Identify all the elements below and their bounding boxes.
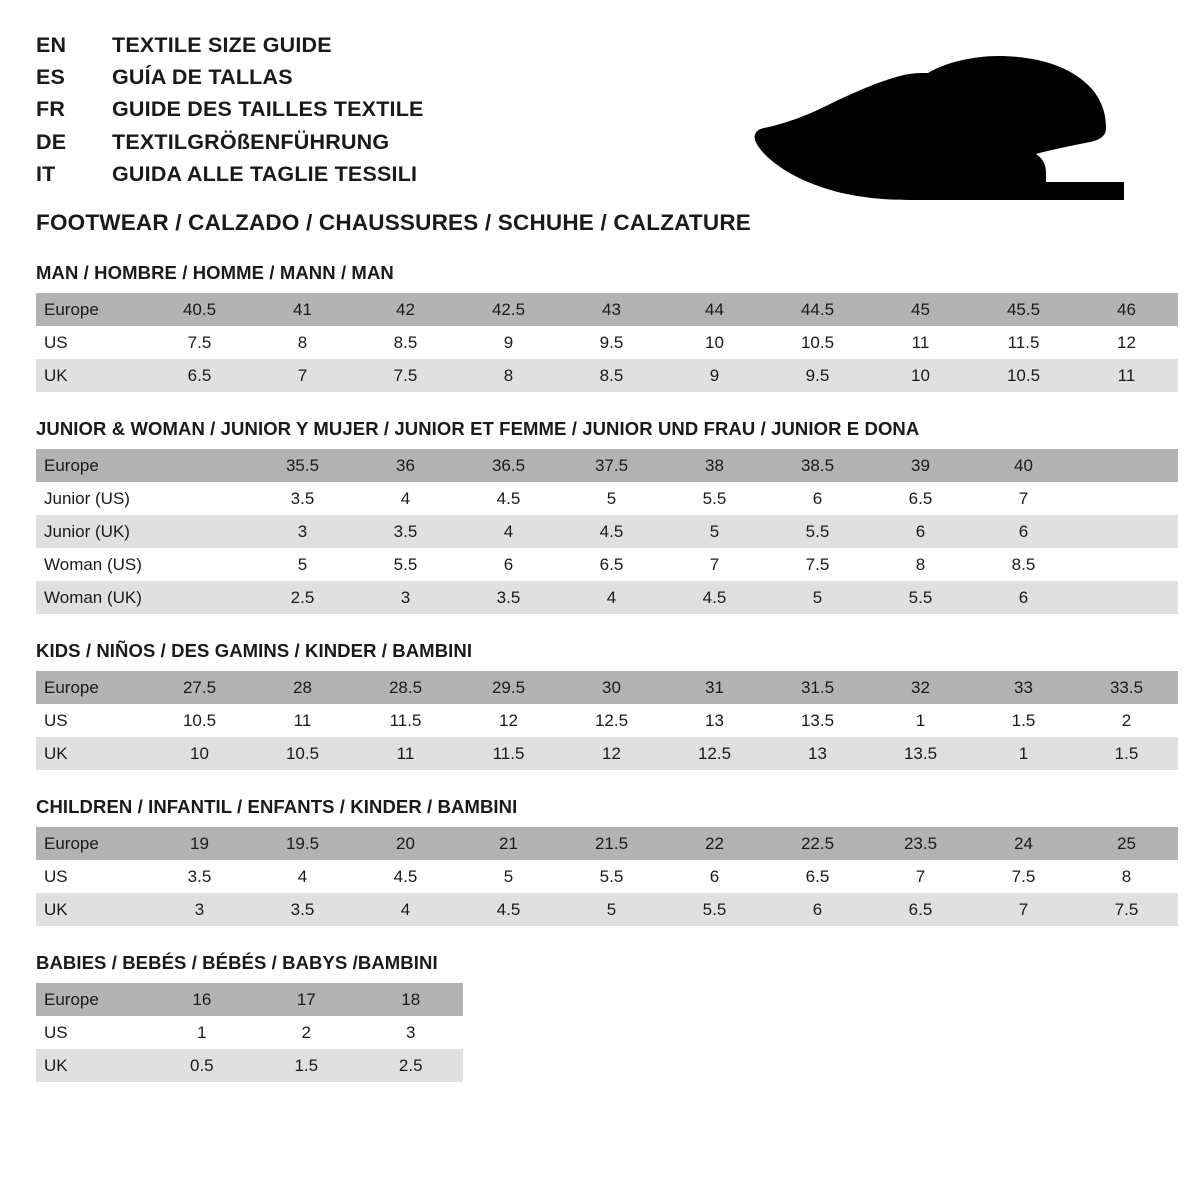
block-title: KIDS / NIÑOS / DES GAMINS / KINDER / BAMBINI	[36, 640, 473, 661]
table-row	[36, 893, 1178, 926]
language-row	[36, 163, 424, 195]
size-table-kids	[36, 671, 1178, 770]
cell: 38	[663, 449, 766, 482]
cell	[1075, 548, 1178, 581]
cell: 6	[663, 860, 766, 893]
language-row	[36, 131, 424, 163]
table-row	[36, 827, 1178, 860]
cell: 18	[359, 983, 464, 1016]
language-code: EN	[36, 33, 67, 57]
cell: 23.5	[869, 827, 972, 860]
cell: 7.5	[148, 326, 251, 359]
size-block-junior-woman	[36, 418, 1164, 614]
cell: 3.5	[457, 581, 560, 614]
cell: 4.5	[354, 860, 457, 893]
cell: 4.5	[663, 581, 766, 614]
table-row	[36, 293, 1178, 326]
cell: 4.5	[457, 482, 560, 515]
cell: 2.5	[251, 581, 354, 614]
cell: 36	[354, 449, 457, 482]
category-title: FOOTWEAR / CALZADO / CHAUSSURES / SCHUHE / CALZATURE	[36, 210, 751, 235]
cell: 11	[869, 326, 972, 359]
language-code: FR	[36, 97, 66, 122]
cell: 11	[1075, 359, 1178, 392]
cell: 6	[766, 893, 869, 926]
cell: 6	[869, 515, 972, 548]
cell: 3.5	[251, 482, 354, 515]
row-label: UK	[36, 1049, 150, 1082]
block-title: BABIES / BEBÉS / BÉBÉS / BABYS /BAMBINI	[36, 952, 438, 973]
cell: 25	[1075, 827, 1178, 860]
cell: 2	[1075, 704, 1178, 737]
cell: 4	[354, 482, 457, 515]
page-header	[36, 34, 1164, 204]
language-code: IT	[36, 161, 56, 186]
cell: 6.5	[766, 860, 869, 893]
size-block-man	[36, 262, 1164, 392]
cell: 45.5	[972, 293, 1075, 326]
cell: 40.5	[148, 293, 251, 326]
cell: 33	[972, 671, 1075, 704]
cell: 1.5	[1075, 737, 1178, 770]
cell: 5.5	[663, 482, 766, 515]
cell: 27.5	[148, 671, 251, 704]
cell: 33.5	[1075, 671, 1178, 704]
cell: 39	[869, 449, 972, 482]
cell: 6.5	[148, 359, 251, 392]
language-title: TEXTILE SIZE GUIDE	[112, 33, 332, 57]
cell: 8.5	[972, 548, 1075, 581]
cell: 4	[354, 893, 457, 926]
row-label: Europe	[36, 983, 150, 1016]
cell: 6	[972, 581, 1075, 614]
cell: 9.5	[766, 359, 869, 392]
row-label: Europe	[36, 827, 148, 860]
cell: 13.5	[766, 704, 869, 737]
cell: 41	[251, 293, 354, 326]
cell: 11	[354, 737, 457, 770]
size-block-kids	[36, 640, 1164, 770]
cell: 31	[663, 671, 766, 704]
block-title: JUNIOR & WOMAN / JUNIOR Y MUJER / JUNIOR ET FEMME / JUNIOR UND FRAU / JUNIOR E DONA	[36, 418, 920, 439]
row-label: UK	[36, 893, 148, 926]
cell: 10	[148, 737, 251, 770]
cell: 12	[1075, 326, 1178, 359]
cell: 12	[560, 737, 663, 770]
table-row	[36, 326, 1178, 359]
cell: 6.5	[869, 482, 972, 515]
cell: 10	[663, 326, 766, 359]
cell: 3	[359, 1016, 464, 1049]
cell: 8.5	[560, 359, 663, 392]
cell: 37.5	[560, 449, 663, 482]
table-row	[36, 548, 1178, 581]
cell: 3	[251, 515, 354, 548]
cell: 5.5	[560, 860, 663, 893]
cell: 2	[254, 1016, 358, 1049]
cell: 42.5	[457, 293, 560, 326]
language-title-list	[36, 34, 424, 195]
cell: 6	[766, 482, 869, 515]
table-row	[36, 983, 463, 1016]
cell: 7	[663, 548, 766, 581]
cell: 24	[972, 827, 1075, 860]
table-row	[36, 1016, 463, 1049]
language-row	[36, 66, 424, 98]
cell	[148, 548, 251, 581]
row-label: US	[36, 326, 148, 359]
cell: 7	[869, 860, 972, 893]
cell	[1075, 449, 1178, 482]
cell: 29.5	[457, 671, 560, 704]
cell: 16	[150, 983, 254, 1016]
cell: 46	[1075, 293, 1178, 326]
cell: 2.5	[359, 1049, 464, 1082]
cell: 21.5	[560, 827, 663, 860]
cell: 5.5	[869, 581, 972, 614]
row-label: US	[36, 1016, 150, 1049]
cell: 12	[457, 704, 560, 737]
row-label: Junior (UK)	[36, 515, 148, 548]
cell: 6.5	[869, 893, 972, 926]
language-code: ES	[36, 65, 66, 90]
dress-shoe-icon	[750, 54, 1130, 204]
language-title: GUIDE DES TAILLES TEXTILE	[112, 97, 424, 122]
cell: 31.5	[766, 671, 869, 704]
cell: 3	[354, 581, 457, 614]
cell: 4.5	[457, 893, 560, 926]
cell: 8	[457, 359, 560, 392]
cell: 11.5	[354, 704, 457, 737]
cell: 12.5	[663, 737, 766, 770]
table-row	[36, 737, 1178, 770]
cell	[1075, 482, 1178, 515]
cell: 40	[972, 449, 1075, 482]
cell	[148, 482, 251, 515]
cell: 7	[972, 482, 1075, 515]
cell: 17	[254, 983, 358, 1016]
table-row	[36, 359, 1178, 392]
cell: 35.5	[251, 449, 354, 482]
cell: 44	[663, 293, 766, 326]
language-title: TEXTILGRÖßENFÜHRUNG	[112, 129, 390, 154]
cell: 32	[869, 671, 972, 704]
cell: 9	[663, 359, 766, 392]
cell: 19.5	[251, 827, 354, 860]
cell: 10.5	[972, 359, 1075, 392]
size-table-children	[36, 827, 1178, 926]
cell: 5.5	[354, 548, 457, 581]
cell: 10.5	[148, 704, 251, 737]
cell: 11	[251, 704, 354, 737]
cell: 42	[354, 293, 457, 326]
block-title: CHILDREN / INFANTIL / ENFANTS / KINDER / BAMBINI	[36, 796, 518, 817]
table-row	[36, 1049, 463, 1082]
cell: 4	[251, 860, 354, 893]
cell: 7.5	[766, 548, 869, 581]
cell: 28.5	[354, 671, 457, 704]
cell: 28	[251, 671, 354, 704]
cell: 8.5	[354, 326, 457, 359]
row-label: Europe	[36, 293, 148, 326]
block-title: MAN / HOMBRE / HOMME / MANN / MAN	[36, 262, 394, 283]
cell: 45	[869, 293, 972, 326]
cell: 1.5	[972, 704, 1075, 737]
cell: 5.5	[766, 515, 869, 548]
cell: 9.5	[560, 326, 663, 359]
cell: 6.5	[560, 548, 663, 581]
cell: 1	[150, 1016, 254, 1049]
cell: 21	[457, 827, 560, 860]
cell	[148, 581, 251, 614]
cell: 3.5	[251, 893, 354, 926]
row-label: UK	[36, 359, 148, 392]
table-row	[36, 704, 1178, 737]
cell: 36.5	[457, 449, 560, 482]
cell	[148, 449, 251, 482]
cell: 8	[251, 326, 354, 359]
cell: 1	[869, 704, 972, 737]
cell: 7.5	[972, 860, 1075, 893]
cell: 8	[1075, 860, 1178, 893]
table-row	[36, 581, 1178, 614]
cell: 5	[766, 581, 869, 614]
cell: 6	[972, 515, 1075, 548]
cell: 10.5	[251, 737, 354, 770]
row-label: US	[36, 704, 148, 737]
cell: 1	[972, 737, 1075, 770]
cell: 11.5	[457, 737, 560, 770]
language-code: DE	[36, 129, 67, 154]
language-row	[36, 98, 424, 130]
cell: 5	[560, 893, 663, 926]
cell: 22	[663, 827, 766, 860]
cell: 5.5	[663, 893, 766, 926]
size-table-babies	[36, 983, 463, 1082]
cell: 3	[148, 893, 251, 926]
row-label: UK	[36, 737, 148, 770]
row-label: Woman (UK)	[36, 581, 148, 614]
cell: 19	[148, 827, 251, 860]
cell: 3.5	[148, 860, 251, 893]
cell: 5	[560, 482, 663, 515]
cell: 22.5	[766, 827, 869, 860]
table-row	[36, 482, 1178, 515]
table-row	[36, 860, 1178, 893]
language-title: GUÍA DE TALLAS	[112, 65, 293, 90]
cell: 4	[457, 515, 560, 548]
cell: 7.5	[354, 359, 457, 392]
language-title: GUIDA ALLE TAGLIE TESSILI	[112, 161, 418, 186]
table-row	[36, 449, 1178, 482]
cell: 44.5	[766, 293, 869, 326]
cell: 38.5	[766, 449, 869, 482]
language-row	[36, 34, 424, 66]
cell: 0.5	[150, 1049, 254, 1082]
row-label: Woman (US)	[36, 548, 148, 581]
cell: 9	[457, 326, 560, 359]
size-table-man	[36, 293, 1178, 392]
size-block-babies	[36, 952, 1164, 1082]
cell: 20	[354, 827, 457, 860]
table-row	[36, 671, 1178, 704]
row-label: Europe	[36, 449, 148, 482]
cell: 10	[869, 359, 972, 392]
cell: 43	[560, 293, 663, 326]
cell: 12.5	[560, 704, 663, 737]
size-table-junior-woman	[36, 449, 1178, 614]
cell: 4.5	[560, 515, 663, 548]
cell	[148, 515, 251, 548]
row-label: US	[36, 860, 148, 893]
cell: 7	[251, 359, 354, 392]
cell: 13	[663, 704, 766, 737]
table-row	[36, 515, 1178, 548]
row-label: Europe	[36, 671, 148, 704]
cell: 5	[457, 860, 560, 893]
cell	[1075, 581, 1178, 614]
cell: 7.5	[1075, 893, 1178, 926]
cell: 6	[457, 548, 560, 581]
cell: 10.5	[766, 326, 869, 359]
cell: 7	[972, 893, 1075, 926]
cell: 30	[560, 671, 663, 704]
cell: 4	[560, 581, 663, 614]
size-block-children	[36, 796, 1164, 926]
cell: 1.5	[254, 1049, 358, 1082]
cell: 5	[663, 515, 766, 548]
cell: 3.5	[354, 515, 457, 548]
cell	[1075, 515, 1178, 548]
cell: 11.5	[972, 326, 1075, 359]
cell: 13.5	[869, 737, 972, 770]
cell: 13	[766, 737, 869, 770]
cell: 8	[869, 548, 972, 581]
row-label: Junior (US)	[36, 482, 148, 515]
cell: 5	[251, 548, 354, 581]
